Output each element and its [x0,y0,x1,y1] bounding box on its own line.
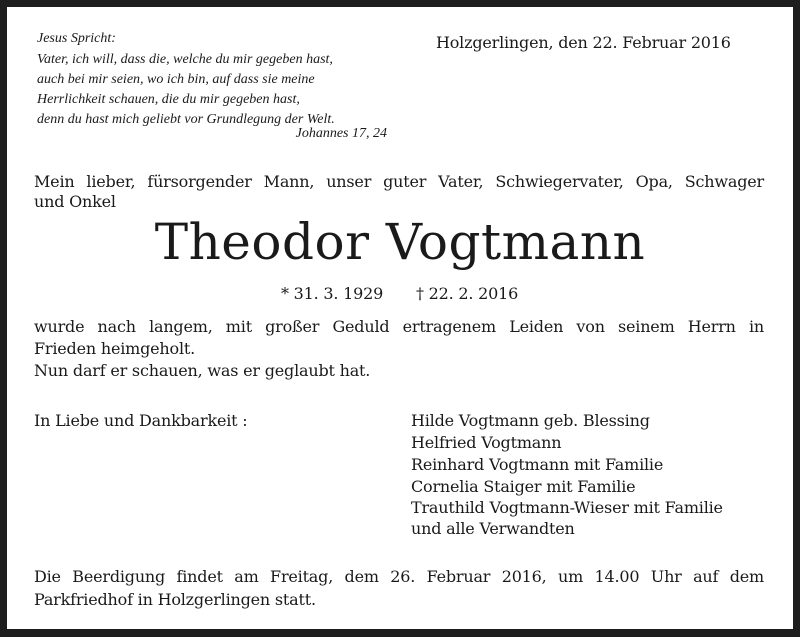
mourner: Cornelia Staiger mit Familie [411,477,636,496]
deceased-name: Theodor Vogtmann [154,213,646,271]
mourner: Hilde Vogtmann geb. Blessing [411,411,650,430]
text-line: Frieden heimgeholt. [34,339,195,358]
death-date: † 22. 2. 2016 [416,284,519,303]
funeral-line: Parkfriedhof in Holzgerlingen statt. [34,590,316,609]
quote-line: Herrlichkeit schauen, die du mir gegeben hast, [37,92,300,107]
text-line: Nun darf er schauen, was er geglaubt hat. [34,361,371,380]
intro-line: Mein lieber, fürsorgender Mann, unser guter Vater, Schwiegervater, Opa, Schwager [34,172,764,191]
quote-line: Vater, ich will, dass die, welche du mir gegeben hast, [37,52,333,67]
mourner: Trauthild Vogtmann-Wieser mit Familie [411,498,723,517]
intro-line: und Onkel [34,192,116,211]
mourner: und alle Verwandten [411,519,575,538]
quote-source: Johannes 17, 24 [295,126,387,141]
funeral-line: Die Beerdigung findet am Freitag, dem 26. Februar 2016, um 14.00 Uhr auf dem [34,567,764,586]
mourner: Helfried Vogtmann [411,433,562,452]
quote-heading: Jesus Spricht: [37,31,116,46]
birth-date: * 31. 3. 1929 [281,284,384,303]
closing: In Liebe und Dankbarkeit : [34,411,248,430]
mourner: Reinhard Vogtmann mit Familie [411,455,664,474]
quote-line: auch bei mir seien, wo ich bin, auf dass sie meine [37,72,315,87]
text-line: wurde nach langem, mit großer Geduld ertragenem Leiden von seinem Herrn in [34,317,764,336]
quote-line: denn du hast mich geliebt vor Grundlegung der Welt. [37,112,335,127]
place-date: Holzgerlingen, den 22. Februar 2016 [436,33,731,52]
